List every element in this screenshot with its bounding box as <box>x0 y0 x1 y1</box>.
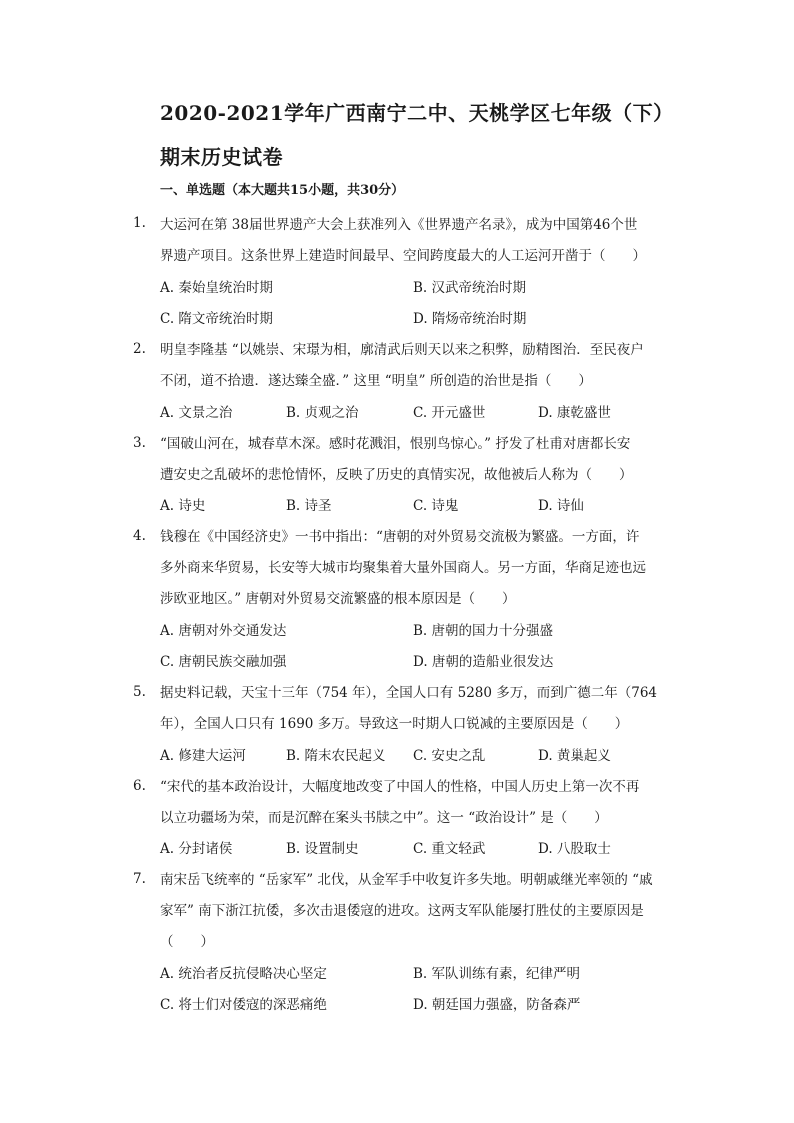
option-a[interactable]: A. 分封诸侯 <box>160 841 233 857</box>
question-text-line: 家军” 南下浙江抗倭，多次击退倭寇的进攻。这两支军队能屡打胜仗的主要原因是 <box>160 903 644 919</box>
question-text-line: 界遗产项目。这条世界上建造时间最早、空间跨度最大的人工运河开凿于（ ） <box>160 248 646 264</box>
option-c[interactable]: C. 诗鬼 <box>413 498 459 514</box>
exam-title-line-1: 2020-2021学年广西南宁二中、天桃学区七年级（下） <box>160 101 674 125</box>
option-a[interactable]: A. 统治者反抗侵略决心坚定 <box>160 966 327 982</box>
question-number: 6. <box>133 778 146 794</box>
option-d[interactable]: D. 唐朝的造船业很发达 <box>413 654 554 670</box>
option-a[interactable]: A. 唐朝对外交通发达 <box>160 623 287 639</box>
question-text-line: 以立功疆场为荣，而是沉醉在案头书牍之中”。这一 “政治设计” 是（ ） <box>160 810 608 826</box>
option-b[interactable]: B. 诗圣 <box>286 498 332 514</box>
option-c[interactable]: C. 唐朝民族交融加强 <box>160 654 287 670</box>
option-c[interactable]: C. 重文轻武 <box>413 841 486 857</box>
option-a[interactable]: A. 诗史 <box>160 498 206 514</box>
question-text-line: 涉欧亚地区。” 唐朝对外贸易交流繁盛的根本原因是（ ） <box>160 591 516 607</box>
question-text-line: “国破山河在，城春草木深。感时花溅泪，恨别鸟惊心。” 抒发了杜甫对唐都长安 <box>160 436 631 452</box>
question-text-line: 不闭，道不拾遗．遂达臻全盛．” 这里 “明皇” 所创造的治世是指（ ） <box>160 373 592 389</box>
section-heading: 一、单选题（本大题共15小题，共30分） <box>160 183 405 198</box>
option-b[interactable]: B. 军队训练有素，纪律严明 <box>413 966 581 982</box>
option-a[interactable]: A. 秦始皇统治时期 <box>160 280 273 296</box>
question-text-line: 明皇李隆基 “以姚崇、宋璟为相，廓清武后则天以来之积弊，励精图治．至民夜户 <box>160 342 644 358</box>
option-d[interactable]: D. 康乾盛世 <box>538 405 611 421</box>
question-text-line: （ ） <box>160 934 214 950</box>
option-a[interactable]: A. 修建大运河 <box>160 748 246 764</box>
option-d[interactable]: D. 隋炀帝统治时期 <box>413 311 527 327</box>
question-number: 4. <box>133 528 146 544</box>
question-number: 2. <box>133 341 146 357</box>
question-number: 5. <box>133 684 146 700</box>
question-text-line: 大运河在第 38届世界遗产大会上获准列入《世界遗产名录》，成为中国第46个世 <box>160 217 638 233</box>
option-b[interactable]: B. 隋末农民起义 <box>286 748 386 764</box>
option-b[interactable]: B. 唐朝的国力十分强盛 <box>413 623 554 639</box>
option-c[interactable]: C. 开元盛世 <box>413 405 486 421</box>
exam-title-line-2: 期末历史试卷 <box>160 145 283 169</box>
question-text-line: 多外商来华贸易，长安等大城市均聚集着大量外国商人。另一方面，华商足迹也远 <box>160 560 646 576</box>
question-text-line: 遭安史之乱破坏的悲怆情怀，反映了历史的真情实况，故他被后人称为（ ） <box>160 467 633 483</box>
option-d[interactable]: D. 诗仙 <box>538 498 584 514</box>
question-number: 1. <box>133 215 146 231</box>
option-b[interactable]: B. 贞观之治 <box>286 405 359 421</box>
option-b[interactable]: B. 汉武帝统治时期 <box>413 280 527 296</box>
question-text-line: 据史料记载，天宝十三年（754 年），全国人口有 5280 多万，而到广德二年（764 <box>160 685 658 701</box>
question-text-line: 钱穆在《中国经济史》一书中指出：“唐朝的对外贸易交流极为繁盛。一方面，许 <box>160 529 640 545</box>
question-number: 7. <box>133 871 146 887</box>
option-c[interactable]: C. 将士们对倭寇的深恶痛绝 <box>160 997 327 1013</box>
question-text-line: 南宋岳飞统率的 “岳家军” 北伐，从金军手中收复许多失地。明朝戚继光率领的 “戚 <box>160 872 653 888</box>
question-number: 3. <box>133 435 146 451</box>
option-d[interactable]: D. 黄巢起义 <box>538 748 611 764</box>
option-c[interactable]: C. 隋文帝统治时期 <box>160 311 273 327</box>
option-a[interactable]: A. 文景之治 <box>160 405 233 421</box>
option-c[interactable]: C. 安史之乱 <box>413 748 486 764</box>
question-text-line: 年），全国人口只有 1690 多万。导致这一时期人口锐减的主要原因是（ ） <box>160 716 629 732</box>
option-d[interactable]: D. 八股取士 <box>538 841 611 857</box>
question-text-line: “宋代的基本政治设计，大幅度地改变了中国人的性格，中国人历史上第一次不再 <box>160 779 640 795</box>
option-b[interactable]: B. 设置制史 <box>286 841 359 857</box>
option-d[interactable]: D. 朝廷国力强盛，防备森严 <box>413 997 581 1013</box>
